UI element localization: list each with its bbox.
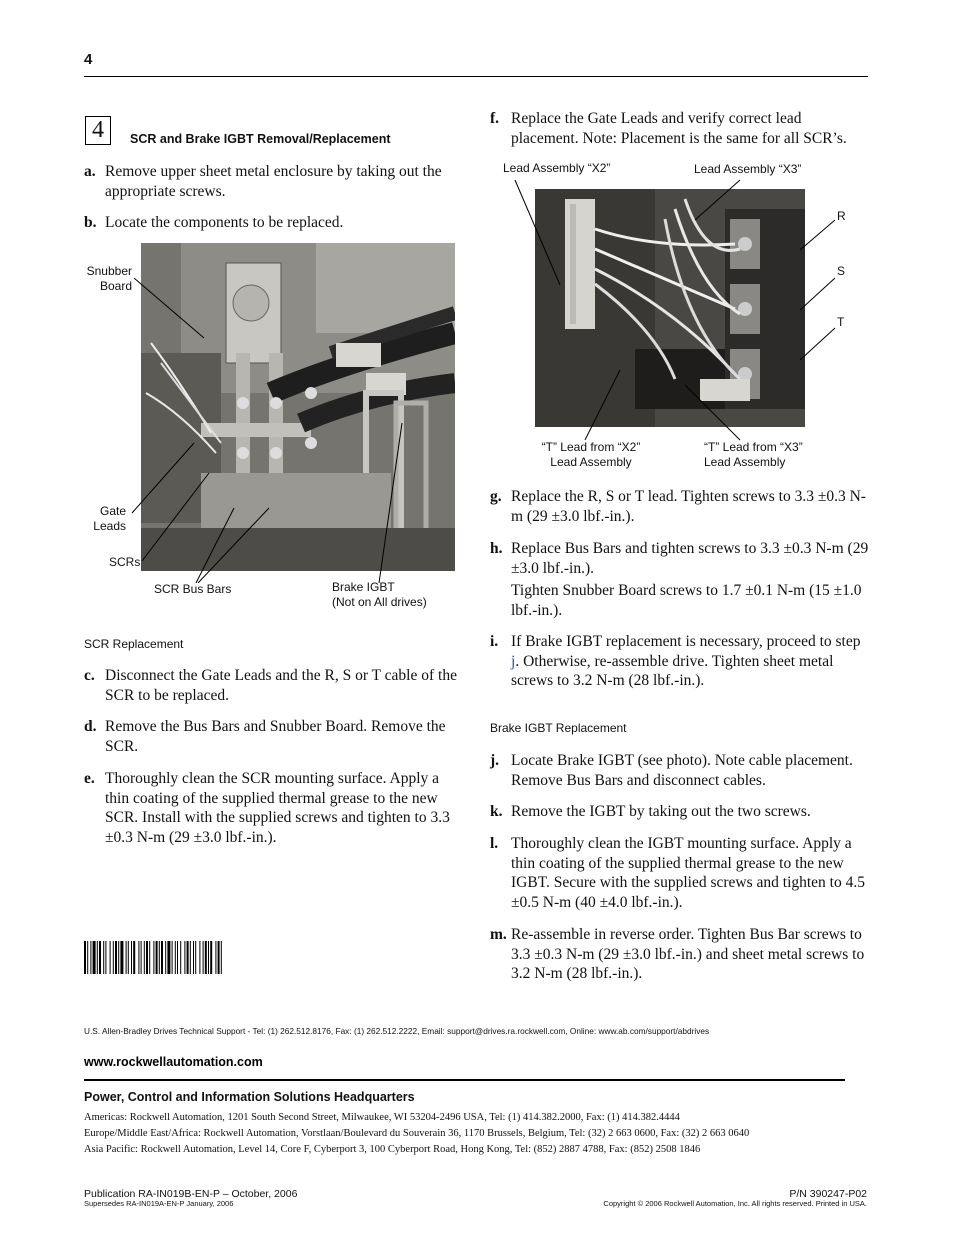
part-number: P/N 390247-P02 bbox=[789, 1188, 867, 1200]
label-r: R bbox=[837, 209, 846, 223]
step-letter: d. bbox=[84, 718, 97, 735]
step-letter: l. bbox=[490, 835, 499, 852]
step-letter: f. bbox=[490, 110, 500, 127]
label-x3: Lead Assembly “X3” bbox=[694, 162, 802, 176]
label-line: “T” Lead from “X2” bbox=[541, 440, 641, 454]
step-g bbox=[490, 487, 870, 527]
figure1-caption: SCR Replacement bbox=[84, 637, 184, 651]
label-scrs: SCRs bbox=[109, 555, 141, 569]
label-brake-igbt bbox=[332, 580, 427, 610]
brake-caption: Brake IGBT Replacement bbox=[490, 721, 627, 735]
step-letter: e. bbox=[84, 770, 95, 787]
label-x2: Lead Assembly “X2” bbox=[503, 161, 611, 175]
label-line: Leads bbox=[93, 519, 126, 533]
step-letter: a. bbox=[84, 163, 96, 180]
step-text-after: . Otherwise, re-assemble drive. Tighten sheet metal screws to 3.2 N-m (28 lbf.-in.). bbox=[511, 652, 834, 689]
label-line: Brake IGBT bbox=[332, 580, 395, 594]
step-b bbox=[84, 213, 464, 233]
step-letter: i. bbox=[490, 633, 499, 650]
step-k bbox=[490, 802, 870, 822]
supersedes-line: Supersedes RA-IN019A-EN-P January, 2006 bbox=[84, 1199, 234, 1208]
step-text: Thoroughly clean the IGBT mounting surface. Apply a thin coating of the supplied thermal grease to the new IGBT. Secure with the supplied screws and tighten to 4.5 ±0.5 N-m (40 ±4.0 lbf.-in.). bbox=[511, 835, 865, 911]
step-text: Locate Brake IGBT (see photo). Note cable placement. Remove Bus Bars and disconnect cables. bbox=[511, 752, 853, 789]
label-line: Lead Assembly bbox=[550, 455, 632, 469]
address-americas: Americas: Rockwell Automation, 1201 South Second Street, Milwaukee, WI 53204-2496 USA, Tel: (1) 414.382.2000, Fax: (1) 414.382.4444 bbox=[84, 1112, 680, 1123]
page-number: 4 bbox=[84, 51, 93, 68]
step-text-before: If Brake IGBT replacement is necessary, proceed to step bbox=[511, 633, 861, 650]
step-l bbox=[490, 834, 870, 914]
label-t-lead-x2 bbox=[536, 440, 646, 470]
support-line: U.S. Allen-Bradley Drives Technical Support - Tel: (1) 262.512.8176, Fax: (1) 262.512.2222, Email: support@drives.ra.rockwell.com, Online: www.ab.com/support/abdrives bbox=[84, 1026, 710, 1036]
label-scr-bus-bars: SCR Bus Bars bbox=[154, 582, 232, 596]
label-line: Board bbox=[99, 279, 132, 293]
figure1-leader-lines bbox=[84, 243, 474, 583]
step-text: Replace the Gate Leads and verify correct lead placement. Note: Placement is the same for all SCR’s. bbox=[511, 110, 847, 147]
step-text: Tighten Snubber Board screws to 1.7 ±0.1 N-m (15 ±1.0 lbf.-in.). bbox=[511, 582, 862, 619]
step-c bbox=[84, 666, 464, 706]
label-gate-leads bbox=[84, 504, 126, 534]
step-i bbox=[490, 632, 870, 692]
step-letter: j. bbox=[490, 752, 500, 769]
step-letter: k. bbox=[490, 803, 503, 820]
step-text: Re-assemble in reverse order. Tighten Bus Bar screws to 3.3 ±0.3 N-m (29 ±3.0 lbf.-in.) and sheet metal screws to 3.2 N-m (28 lbf.-in.). bbox=[511, 926, 865, 982]
step-text: Replace Bus Bars and tighten screws to 3.3 ±0.3 N-m (29 ±3.0 lbf.-in.). bbox=[511, 540, 869, 577]
label-t-lead-x3 bbox=[704, 440, 803, 470]
barcode bbox=[84, 941, 310, 974]
publication-number: Publication RA-IN019B-EN-P – October, 2006 bbox=[84, 1188, 298, 1200]
step-number-box: 4 bbox=[85, 116, 111, 145]
step-a bbox=[84, 162, 464, 202]
step-f bbox=[490, 109, 870, 149]
section-title: SCR and Brake IGBT Removal/Replacement bbox=[130, 132, 391, 146]
header-rule bbox=[84, 76, 868, 77]
step-letter: m. bbox=[490, 926, 507, 943]
copyright-line: Copyright © 2006 Rockwell Automation, Inc. All rights reserved. Printed in USA. bbox=[603, 1199, 867, 1208]
step-letter: c. bbox=[84, 667, 95, 684]
step-letter: h. bbox=[490, 540, 503, 557]
address-emea: Europe/Middle East/Africa: Rockwell Automation, Vorstlaan/Boulevard du Souverain 36, 1170 Brussels, Belgium, Tel: (32) 2 663 0600, Fax: (32) 2 663 0640 bbox=[84, 1128, 750, 1139]
label-snubber-board bbox=[84, 264, 132, 294]
label-t: T bbox=[837, 315, 845, 329]
step-letter: g. bbox=[490, 488, 502, 505]
label-line: Lead Assembly bbox=[704, 455, 786, 469]
step-d bbox=[84, 717, 464, 757]
website-link[interactable]: www.rockwellautomation.com bbox=[84, 1055, 263, 1069]
label-line: (Not on All drives) bbox=[332, 595, 427, 609]
label-line: Snubber bbox=[86, 264, 132, 278]
step-j-link[interactable]: j bbox=[511, 652, 516, 670]
label-s: S bbox=[837, 264, 846, 278]
step-j bbox=[490, 751, 870, 791]
figure2-leader-lines bbox=[490, 160, 870, 460]
address-asia: Asia Pacific: Rockwell Automation, Level 14, Core F, Cyberport 3, 100 Cyberport Road, Hong Kong, Tel: (852) 2887 4788, Fax: (852) 2508 1846 bbox=[84, 1144, 701, 1155]
footer-rule bbox=[84, 1079, 845, 1081]
step-text: Replace the R, S or T lead. Tighten screws to 3.3 ±0.3 N-m (29 ±3.0 lbf.-in.). bbox=[511, 488, 866, 525]
label-line: “T” Lead from “X3” bbox=[704, 440, 803, 454]
step-letter: b. bbox=[84, 214, 97, 231]
step-m bbox=[490, 925, 870, 985]
step-text: Disconnect the Gate Leads and the R, S or T cable of the SCR to be replaced. bbox=[105, 667, 457, 704]
step-text: Locate the components to be replaced. bbox=[105, 214, 344, 231]
label-line: Gate bbox=[99, 504, 126, 518]
step-e bbox=[84, 769, 464, 849]
step-text bbox=[511, 632, 871, 691]
step-h bbox=[490, 539, 870, 579]
step-text: Remove upper sheet metal enclosure by taking out the appropriate screws. bbox=[105, 163, 442, 200]
step-h-note bbox=[490, 581, 870, 621]
step-text: Remove the IGBT by taking out the two screws. bbox=[511, 803, 811, 820]
hq-title: Power, Control and Information Solutions Headquarters bbox=[84, 1090, 415, 1104]
step-text: Remove the Bus Bars and Snubber Board. Remove the SCR. bbox=[105, 718, 446, 755]
step-text: Thoroughly clean the SCR mounting surface. Apply a thin coating of the supplied thermal grease to the new SCR. Install with the supplied screws and tighten to 3.3 ±0.3 N-m (29 ±3.0 lbf.-in.). bbox=[105, 770, 450, 846]
